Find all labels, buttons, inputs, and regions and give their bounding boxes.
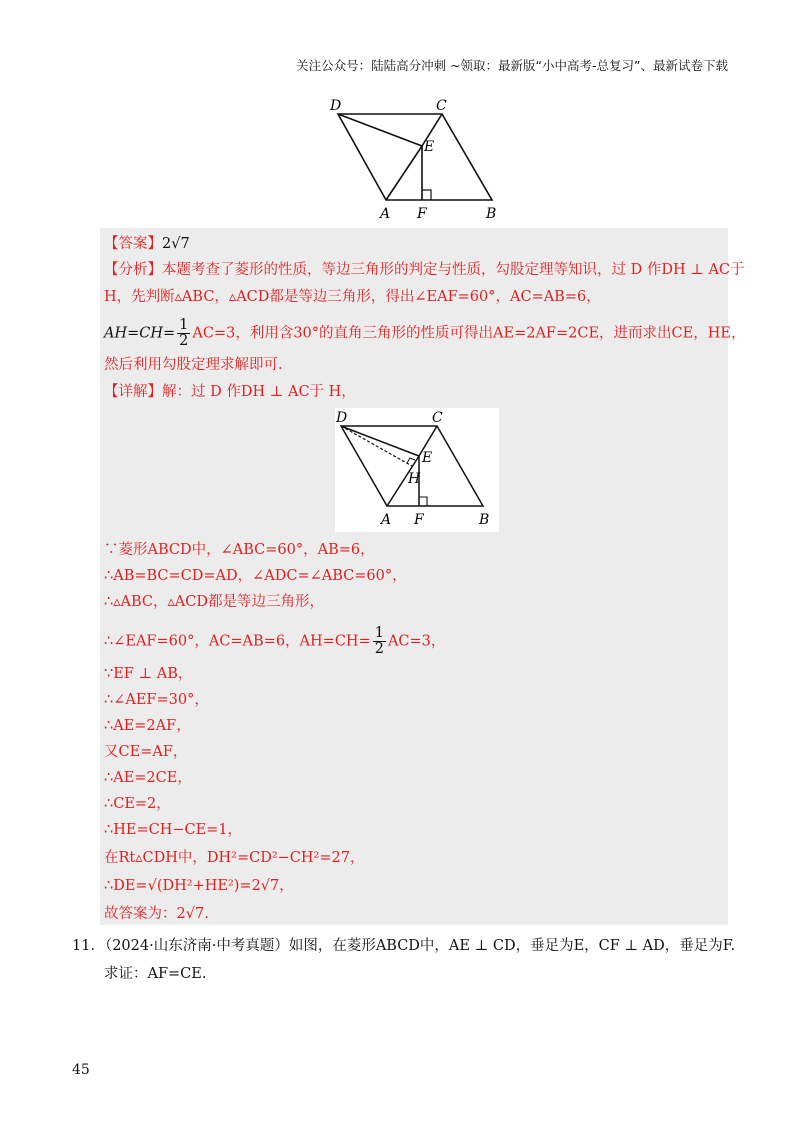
analysis-text-3a: AH=CH= bbox=[104, 325, 176, 342]
page-number: 45 bbox=[72, 1062, 90, 1078]
step-line: ∵EF ⊥ AB， bbox=[104, 666, 193, 682]
step-line-fraction bbox=[104, 626, 445, 657]
detail-intro: 解：过 D 作DH ⊥ AC于 H， bbox=[162, 384, 356, 400]
analysis-line-1 bbox=[104, 260, 745, 280]
question-text: （2024·山东济南·中考真题）如图，在菱形ABCD中，AE ⊥ CD，垂足为E，CF ⊥ AD，垂足为F. bbox=[104, 938, 736, 954]
step-line: 故答案为：2√7. bbox=[104, 906, 209, 922]
step-line: ∴AE=2CE， bbox=[104, 770, 192, 786]
analysis-text-3b: AC=3，利用含30°的直角三角形的性质可得出AE=2AF=2CE，进而求出CE，HE， bbox=[192, 325, 746, 342]
answer-value: 2√7 bbox=[162, 236, 190, 252]
right-angle-mark-f bbox=[419, 497, 427, 506]
label-h: H bbox=[408, 471, 421, 487]
label-e: E bbox=[424, 139, 435, 155]
fraction-half: $\frac{1}{2}$ bbox=[374, 625, 384, 657]
detail-tag: 【详解】 bbox=[104, 384, 162, 400]
label-d: D bbox=[336, 410, 348, 426]
label-b: B bbox=[479, 512, 490, 528]
step4-text-a: ∴∠EAF=60°，AC=AB=6，AH=CH= bbox=[104, 633, 371, 650]
step-line: ∴HE=CH−CE=1， bbox=[104, 822, 243, 838]
segment-de bbox=[341, 426, 419, 456]
page-header: 关注公众号：陆陆高分冲刺 ~领取：最新版“小中高考-总复习”、最新试卷下载 bbox=[296, 58, 728, 73]
fraction-half: $\frac{1}{2}$ bbox=[179, 317, 189, 349]
question-line-2: 求证：AF=CE. bbox=[104, 966, 207, 982]
label-a: A bbox=[380, 206, 391, 222]
step-line: ∴CE=2， bbox=[104, 796, 171, 812]
question-number: 11． bbox=[72, 938, 105, 954]
analysis-line-3 bbox=[104, 318, 745, 349]
label-e: E bbox=[422, 450, 433, 466]
label-f: F bbox=[414, 512, 424, 528]
step-line: ∴DE=√(DH²+HE²)=2√7， bbox=[104, 878, 294, 894]
analysis-text-1: 本题考查了菱形的性质，等边三角形的判定与性质，勾股定理等知识，过 D 作DH ⊥ AC于 bbox=[162, 262, 745, 278]
segment-de bbox=[338, 114, 422, 146]
step-line: ∴AE=2AF， bbox=[104, 718, 191, 734]
label-c: C bbox=[432, 410, 443, 426]
analysis-tag: 【分析】 bbox=[104, 262, 162, 278]
step-line: ∵菱形ABCD中，∠ABC=60°，AB=6， bbox=[104, 542, 375, 558]
label-c: C bbox=[436, 98, 447, 114]
label-b: B bbox=[486, 206, 497, 222]
detail-line bbox=[104, 382, 356, 402]
right-angle-mark bbox=[422, 190, 431, 200]
step4-text-b: AC=3， bbox=[387, 633, 446, 650]
step-line: ∴∠AEF=30°， bbox=[104, 692, 209, 708]
step-line: ∴AB=BC=CD=AD，∠ADC=∠ABC=60°， bbox=[104, 568, 407, 584]
step-line: ∴▵ABC，▵ACD都是等边三角形， bbox=[104, 594, 324, 610]
answer-line bbox=[104, 234, 190, 254]
rhombus-figure-1 bbox=[320, 94, 510, 226]
label-a: A bbox=[381, 512, 392, 528]
step-line: 在Rt▵CDH中，DH²=CD²−CH²=27， bbox=[104, 850, 365, 866]
right-angle-mark-h bbox=[407, 458, 415, 463]
question-line-1 bbox=[72, 934, 735, 955]
label-d: D bbox=[330, 98, 342, 114]
answer-tag: 【答案】 bbox=[104, 236, 162, 252]
step-line: 又CE=AF， bbox=[104, 744, 188, 760]
analysis-line-4: 然后利用勾股定理求解即可. bbox=[104, 357, 283, 373]
analysis-line-2: H，先判断▵ABC，▵ACD都是等边三角形，得出∠EAF=60°，AC=AB=6， bbox=[104, 289, 601, 305]
rhombus-figure-2 bbox=[335, 408, 499, 532]
label-f: F bbox=[417, 206, 427, 222]
segment-ae bbox=[386, 146, 422, 200]
